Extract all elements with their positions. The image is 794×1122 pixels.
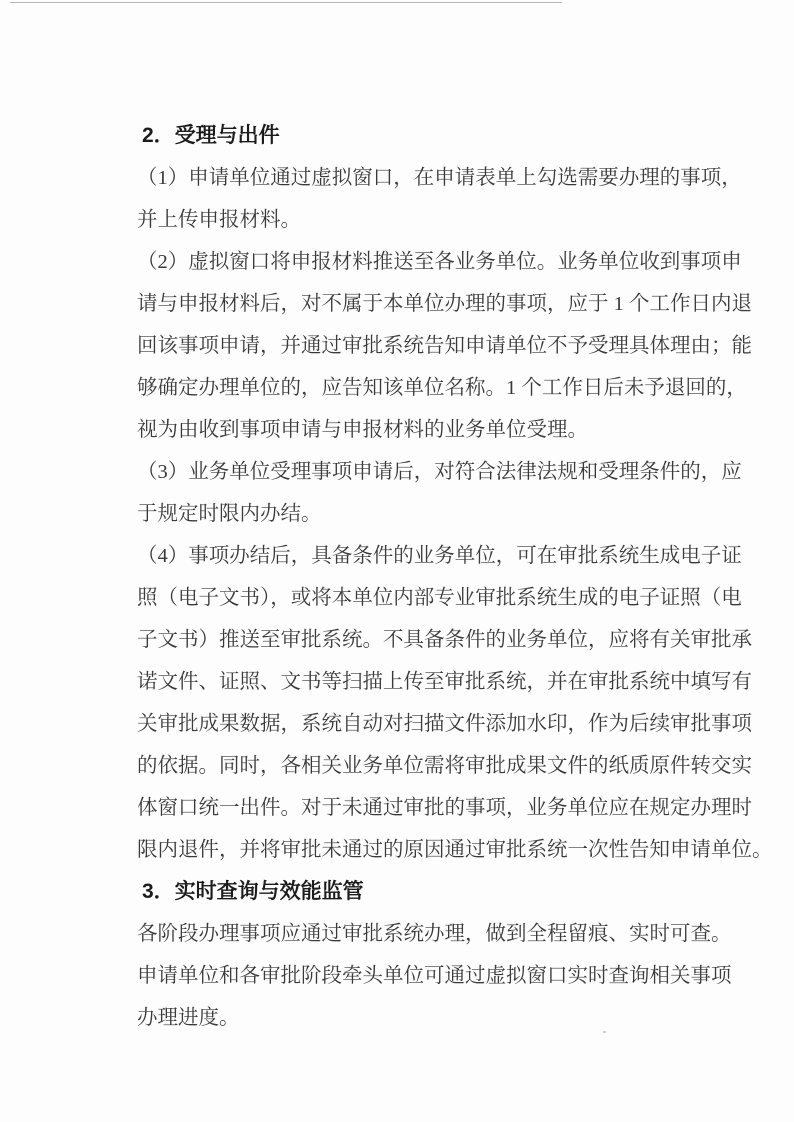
text-line: （4）事项办结后，具备条件的业务单位，可在审批系统生成电子证 [137,545,742,567]
section-heading-3: 3．实时查询与效能监管 [142,880,364,903]
text-line: 办理进度。 [137,1007,240,1029]
text-line: 照（电子文书），或将本单位内部专业审批系统生成的电子证照（电 [137,587,742,609]
text-line: 并上传申报材料。 [137,209,301,231]
text-line: 回该事项申请，并通过审批系统告知申请单位不予受理具体理由；能 [137,335,752,357]
section-heading-2: 2．受理与出件 [142,124,280,147]
text-line: 的依据。同时，各相关业务单位需将审批成果文件的纸质原件转交实 [137,755,752,777]
text-line: 请与申报材料后，对不属于本单位办理的事项，应于 1 个工作日内退 [137,293,752,315]
text-line: 体窗口统一出件。对于未通过审批的事项，业务单位应在规定办理时 [137,797,752,819]
text-line: 视为由收到事项申请与申报材料的业务单位受理。 [137,419,588,441]
text-line: 关审批成果数据，系统自动对扫描文件添加水印，作为后续审批事项 [137,713,752,735]
text-line: （2）虚拟窗口将申报材料推送至各业务单位。业务单位收到事项申 [137,251,742,273]
text-line: 于规定时限内办结。 [137,503,322,525]
text-line: 限内退件，并将审批未通过的原因通过审批系统一次性告知申请单位。 [137,839,773,861]
scan-edge-artifact [10,2,562,3]
text-line: 诺文件、证照、文书等扫描上传至审批系统，并在审批系统中填写有 [137,671,752,693]
text-line: 够确定办理单位的，应告知该单位名称。1 个工作日后未予退回的， [137,377,747,399]
text-line: 子文书）推送至审批系统。不具备条件的业务单位，应将有关审批承 [137,629,752,651]
document-page [137,115,773,1039]
text-line: （3）业务单位受理事项申请后，对符合法律法规和受理条件的，应 [137,461,742,483]
text-line: （1）申请单位通过虚拟窗口，在申请表单上勾选需要办理的事项， [137,167,742,189]
text-line: 各阶段办理事项应通过审批系统办理，做到全程留痕、实时可查。 [137,923,732,945]
text-line: 申请单位和各审批阶段牵头单位可通过虚拟窗口实时查询相关事项 [137,965,732,987]
